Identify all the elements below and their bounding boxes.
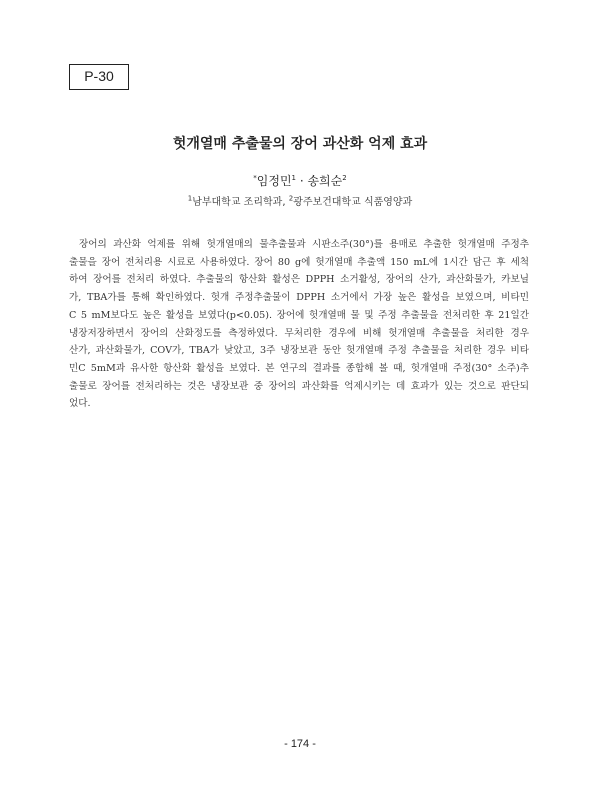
- abstract-line: 하여 장어를 전처리 하였다. 추출물의 항산화 활성은 DPPH 소거활성, 장어의 산가, 과산화물가, 카보닐: [69, 274, 529, 286]
- affiliation-1-sup: 1: [187, 194, 193, 203]
- author-1-affiliation-sup: 1: [291, 174, 297, 182]
- affiliation-2: 광주보건대학교 식품영양과: [293, 197, 413, 208]
- abstract-line: 출물로 장어를 전처리하는 것은 냉장보관 중 장어의 과산화를 억제시키는 데 효과가 있는 것으로 판단되: [69, 380, 529, 392]
- author-1-name: 임정민: [256, 174, 292, 188]
- poster-id-label: P-30: [69, 64, 129, 90]
- author-2-name: 송희순: [307, 174, 343, 188]
- abstract-line: 민C 5mM과 유사한 항산화 활성을 보였다. 본 연구의 결과를 종합해 볼 때, 헛개열매 주정(30° 소주)추: [69, 362, 529, 374]
- abstract-body: [69, 236, 529, 413]
- author-separator: ·: [296, 174, 308, 188]
- abstract-line: 냉장저장하면서 장어의 산화정도를 측정하였다. 무처리한 경우에 비해 헛개열매 추출물을 처리한 경우: [69, 327, 529, 339]
- affiliation-1: 남부대학교 조리학과,: [192, 197, 289, 208]
- abstract-line: 장어의 과산화 억제를 위해 헛개열매의 물추출물과 시판소주(30°)를 용매로 추출한 헛개열매 주정추: [79, 239, 529, 250]
- page-number: - 174 -: [284, 738, 316, 750]
- author-line: [0, 172, 600, 189]
- abstract-line: 었다.: [69, 398, 91, 410]
- author-2-affiliation-sup: 2: [342, 174, 347, 182]
- abstract-line: 가, TBA가를 통해 확인하였다. 헛개 주정추출물이 DPPH 소거에서 가장 높은 활성을 보였으며, 비타민: [69, 292, 529, 304]
- abstract-line: C 5 mM보다도 높은 활성을 보였다(p<0.05). 장어에 헛개열매 물 및 주정 추출물을 전처리한 후 21일간: [69, 309, 529, 321]
- abstract-line: 산가, 과산화물가, COV가, TBA가 낮았고, 3주 냉장보관 동안 헛개열매 주정 추출물을 처리한 경우 비타: [69, 345, 529, 357]
- corresponding-author-mark: *: [253, 174, 257, 182]
- paper-title: 헛개열매 추출물의 장어 과산화 억제 효과: [172, 136, 428, 152]
- affiliation-2-sup: 2: [288, 194, 294, 203]
- affiliation-line: [0, 193, 600, 208]
- abstract-line: 출물을 장어 전처리용 시료로 사용하였다. 장어 80 g에 헛개열매 추출액 150 mL에 1시간 담근 후 세척: [69, 256, 529, 268]
